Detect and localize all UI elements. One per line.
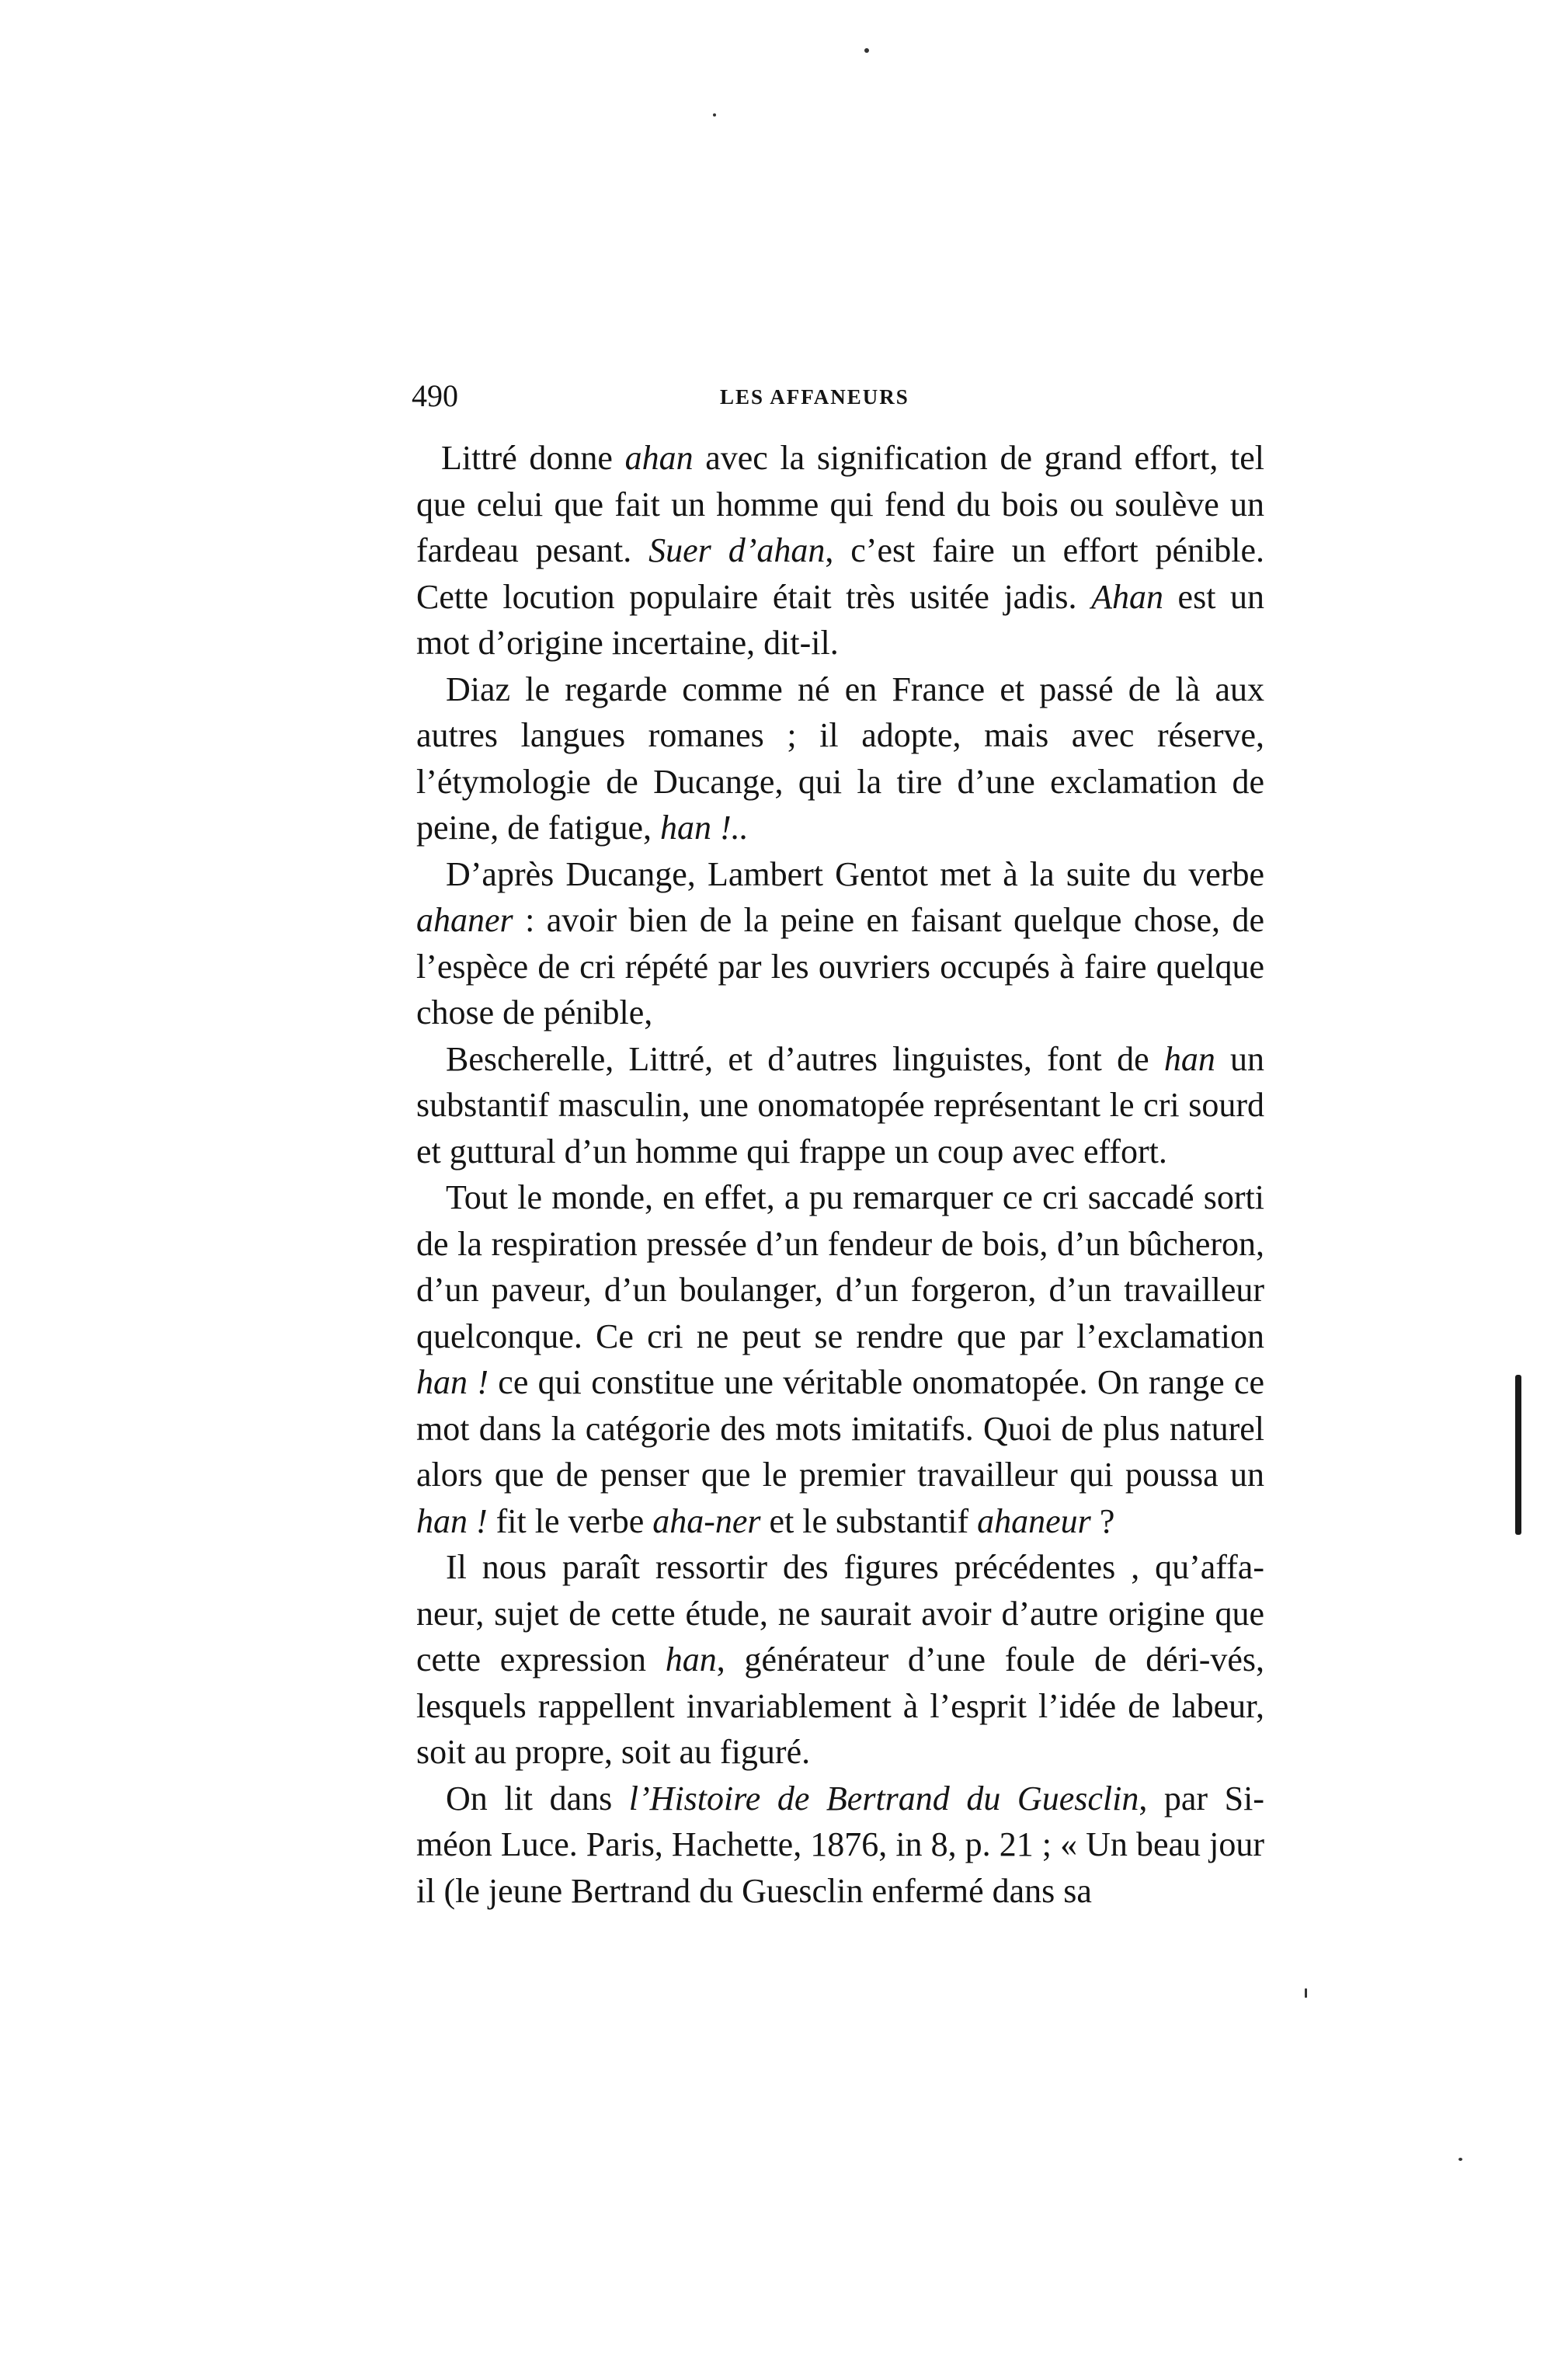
italic-term: ahaneur [977,1501,1091,1540]
italic-term: ahan [624,439,694,477]
italic-term: han [665,1640,717,1679]
paragraph-4 [416,1036,1264,1175]
text-run: Bescherelle, Littré, et d’autres linguistes, font de [446,1039,1164,1078]
paragraph-2 [416,666,1264,851]
text-run: Diaz le regarde comme né en France et passé de là aux autres langues romanes ; il adopte, mais avec réserve, l’étymologie de Ducange, qui la tire d’une exclamation de peine, de fatigue, [416,670,1264,847]
paragraph-1 [416,435,1264,666]
page-header [412,377,1266,424]
italic-term: l’Histoire de Bertrand du Guesclin [628,1779,1139,1818]
text-run: , générateur d’une foule de déri-vés, lesquels rappellent invariablement à l’esprit l’idée de labeur, soit au propre, soit au figuré. [416,1640,1264,1771]
text-run: , par Si-méon Luce. Paris, Hachette, 1876, in 8, p. 21 ; « Un beau jour il (le jeune Bertrand du Guesclin enfermé dans sa [416,1779,1265,1910]
page-number: 490 [412,378,458,413]
italic-term: han !.. [659,809,749,847]
italic-term: aha-ner [652,1501,761,1540]
paragraph-3 [416,851,1264,1036]
paragraph-6 [416,1544,1264,1776]
running-title: LES AFFANEURS [720,385,909,409]
text-run: Il nous paraît ressortir des figures précédentes , qu’affa-neur, sujet de cette étude, ne saurait avoir d’autre origine que cette expression [416,1548,1264,1679]
text-run: Littré donne [441,439,625,477]
text-run: , c’est faire un effort pénible. Cette locution populaire était très usitée jadis. [416,531,1264,616]
body-text [416,435,1264,1914]
italic-term: Suer d’ahan [648,531,826,569]
text-run: un substantif masculin, une onomatopée représentant le cri sourd et guttural d’un homme qui frappe un coup avec effort. [416,1039,1264,1171]
paragraph-5 [416,1174,1264,1544]
paragraph-7 [416,1776,1264,1915]
text-run: ce qui constitue une véritable onomatopée. On range ce mot dans la catégorie des mots imitatifs. Quoi de plus naturel alors que de penser que le premier travailleur qui poussa un [416,1363,1265,1494]
italic-term: han [1163,1039,1215,1078]
italic-term: ahaner [416,901,513,939]
text-run: : avoir bien de la peine en faisant quelque chose, de l’espèce de cri répété par les ouvriers occupés à faire quelque chose de pénible, [416,901,1264,1031]
text-run: avec la signification de grand effort, tel que celui que fait un homme qui fend du bois ou soulève un fardeau pesant. [416,439,1264,569]
text-run: On lit dans [446,1779,629,1818]
ink-speck [864,48,869,53]
margin-ink-mark [1515,1375,1521,1535]
ink-speck [713,113,716,117]
text-run: fit le verbe [487,1501,653,1540]
ink-speck [1458,2158,1462,2161]
text-run: est un mot d’origine incertaine, dit-il. [416,577,1264,662]
text-run: D’après Ducange, Lambert Gentot met à la suite du verbe [446,854,1264,893]
italic-term: han ! [416,1501,488,1540]
text-run: et le substantif [760,1501,978,1540]
italic-term: han ! [416,1363,488,1401]
ink-speck [1305,1988,1307,1998]
text-run: ? [1090,1501,1115,1540]
italic-term: Ahan [1091,577,1163,616]
text-run: Tout le monde, en effet, a pu remarquer ce cri saccadé sorti de la respiration pressée d’un fendeur de bois, d’un bûcheron, d’un paveur, d’un boulanger, d’un forgeron, d’un travailleur quelconque. Ce cri ne peut se rendre que par l’exclamation [416,1178,1264,1355]
